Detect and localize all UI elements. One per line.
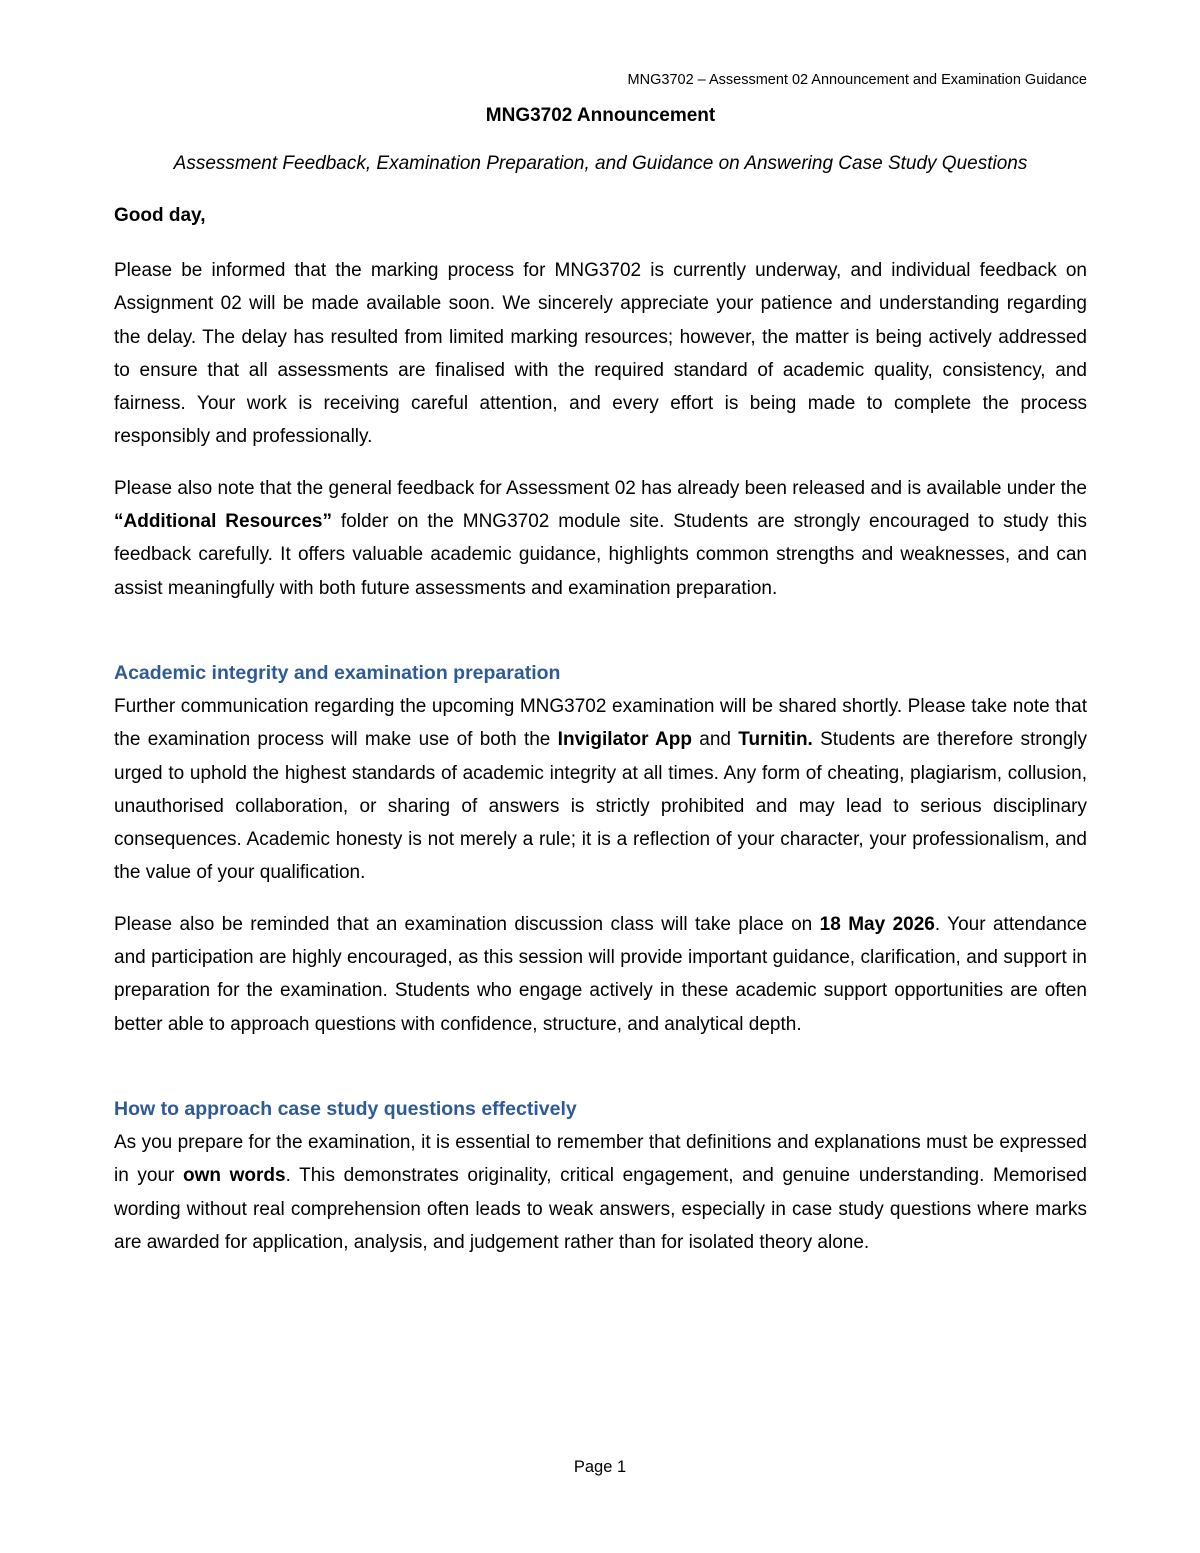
bold-text: own words	[183, 1165, 286, 1187]
text-segment: As you prepare for the examination, it is essential to remember that definitions and explanations must be expressed in your	[114, 1131, 1087, 1187]
text-segment: Students are therefore strongly urged to uphold the highest standards of academic integrity at all times. Any form of cheating, plagiarism, collusion, unauthorised collaboration, or sharing of answers is strictly prohibited and may lead to serious disciplinary consequences. Academic honesty is not merely a rule; it is a reflection of your character, your professionalism, and the value of your qualification.	[114, 729, 1088, 884]
section-heading-case-study: How to approach case study questions effectively	[114, 1097, 577, 1120]
text-segment: folder on the MNG3702 module site. Students are strongly encouraged to study this feedback carefully. It offers valuable academic guidance, highlights common strengths and weaknesses, and can assist meaningfully with both future assessments and examination preparation.	[114, 511, 1087, 599]
section-heading-academic-integrity: Academic integrity and examination preparation	[114, 661, 561, 684]
bold-text: 18 May 2026	[819, 913, 935, 935]
document-body	[114, 98, 1087, 1259]
paragraph-general-feedback	[114, 472, 1087, 605]
text-segment: Please also be reminded that an examination discussion class will take place on	[114, 913, 820, 935]
page-title: MNG3702 Announcement	[485, 105, 716, 126]
paragraph-own-words	[114, 1126, 1087, 1259]
text-segment: . Your attendance and participation are highly encouraged, as this session will provide important guidance, clarification, and support in preparation for the examination. Students who engage actively in these academic support opportunities are often better able to approach questions with confidence, structure, and analytical depth.	[114, 913, 1088, 1035]
text-segment: Please also note that the general feedback for Assessment 02 has already been released and is available under the	[114, 477, 1087, 499]
bold-text: Invigilator App	[557, 729, 692, 751]
greeting: Good day,	[114, 205, 206, 226]
bold-text: “Additional Resources”	[114, 511, 332, 533]
page-subtitle: Assessment Feedback, Examination Preparation, and Guidance on Answering Case Study Questions	[173, 153, 1028, 174]
paragraph-marking-process: Please be informed that the marking process for MNG3702 is currently underway, and individual feedback on Assignment 02 will be made available soon. We sincerely appreciate your patience and understanding regarding the delay. The delay has resulted from limited marking resources; however, the matter is being actively addressed to ensure that all assessments are finalised with the required standard of academic quality, consistency, and fairness. Your work is receiving careful attention, and every effort is being made to complete the process responsibly and professionally.	[114, 260, 1087, 448]
text-segment: and	[691, 729, 739, 751]
text-segment: Further communication regarding the upcoming MNG3702 examination will be shared shortly. Please take note that the examination process will make use of both the	[114, 695, 1087, 751]
paragraph-discussion-class	[114, 908, 1087, 1041]
text-segment: . This demonstrates originality, critical engagement, and genuine understanding. Memorised wording without real comprehension often leads to weak answers, especially in case study questions where marks are awarded for application, analysis, and judgement rather than for isolated theory alone.	[114, 1165, 1087, 1253]
page-number: Page 1	[573, 1458, 627, 1476]
running-header: MNG3702 – Assessment 02 Announcement and Examination Guidance	[627, 72, 1087, 88]
bold-text: Turnitin.	[738, 729, 813, 751]
paragraph-examination-process	[114, 690, 1087, 890]
